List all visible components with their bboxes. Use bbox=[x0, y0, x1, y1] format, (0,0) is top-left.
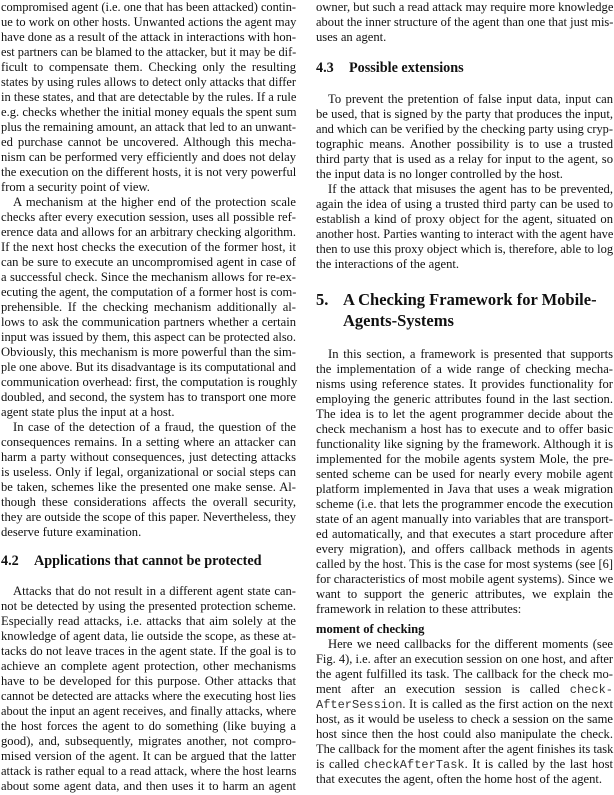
text-line: host, as it would be useless to check a session on the same bbox=[316, 712, 613, 726]
text-line: ficult to compensate them. Checking only the resulting bbox=[1, 60, 296, 74]
text-line: functionality like signing by the framework. Although it is bbox=[316, 437, 613, 451]
text-line: scheme (i.e. that lets the programmer encode the execution bbox=[316, 497, 613, 511]
text-line: establish a kind of proxy object for the agent, situated on bbox=[316, 212, 613, 226]
text-line: nism can be performed very efficiently and does not delay bbox=[1, 150, 296, 164]
text-line: A mechanism at the higher end of the protection scale bbox=[13, 195, 296, 209]
paragraph bbox=[1, 0, 296, 195]
text-line: every migration), and offers callback methods in agents bbox=[316, 542, 613, 556]
text-line: compromised agent (i.e. one that has been attacked) contin- bbox=[1, 0, 296, 14]
section-title: Possible extensions bbox=[349, 60, 464, 76]
text-line: Fig. 4), i.e. after an execution session on one host, and after bbox=[316, 652, 614, 666]
text-line: in these states, and that are detectable by the rules. If a rule bbox=[1, 90, 297, 104]
text-fragment: . It is called by the last host bbox=[464, 757, 614, 771]
text-line: state of an agent manually into variables that are transport- bbox=[316, 512, 613, 526]
text-line: In case of the detection of a fraud, the question of the bbox=[13, 420, 296, 434]
text-line: another host. Parties wanting to interact with the agent have bbox=[316, 227, 614, 241]
paragraph bbox=[316, 347, 613, 617]
text-line: the host forces the agent to do something (like buying a bbox=[1, 719, 296, 733]
right-column bbox=[316, 0, 613, 787]
section-heading-4-3 bbox=[316, 59, 613, 77]
spacer bbox=[316, 272, 613, 289]
text-line: e.g. checks whether the initial money equals the spent sum bbox=[1, 105, 297, 119]
text-line: achieve an complete agent protection, other mechanisms bbox=[1, 659, 296, 673]
code-identifier: check- bbox=[569, 683, 613, 697]
text-line: Here we need callbacks for the different moments (see bbox=[328, 637, 613, 651]
text-line: employing the generic attributes found in the last section. bbox=[316, 392, 613, 406]
text-line: ple one above. But its disadvantage is its computational and bbox=[1, 360, 296, 374]
text-line: about the inner structure of the agent than one that just mis- bbox=[316, 15, 614, 29]
text-line: harm a party without consequences, just detecting attacks bbox=[1, 450, 296, 464]
text-line: If the attack that misuses the agent has to be prevented, bbox=[328, 182, 613, 196]
text-line: platform implemented in Java that uses a weak migration bbox=[316, 482, 613, 496]
section-number: 5. bbox=[316, 290, 329, 309]
text-line: Especially read attacks, i.e. attacks that aim solely at the bbox=[1, 614, 296, 628]
text-line: the implementation of a wide range of checking mecha- bbox=[316, 362, 613, 376]
section-title: Applications that cannot be protected bbox=[34, 553, 262, 569]
text-line: plus the remaining amount, an attack that led to an unwant- bbox=[1, 120, 296, 134]
section-heading-4-2 bbox=[1, 552, 296, 570]
code-identifier: checkAfterTask bbox=[363, 758, 465, 772]
text-line: host since then the host could also manipulate the check. bbox=[316, 727, 613, 741]
text-line: ue to work on other hosts. Unwanted actions the agent may bbox=[1, 15, 297, 29]
text-line: want to support the generic attributes, we explain the bbox=[316, 587, 613, 601]
text-line: be taken, schemes like the presented one make sense. Al- bbox=[1, 480, 296, 494]
paragraph bbox=[316, 92, 613, 182]
text-line: The callback for the moment after the agent finishes its task bbox=[316, 742, 614, 756]
text-line: called by the host. This is the case for most systems (see [6] bbox=[316, 557, 613, 571]
section-heading-5-cont bbox=[316, 310, 613, 331]
text-line: ecuting the agent, the computation of a former host is com- bbox=[1, 285, 297, 299]
text-line: the agent fulfilled its task. The callback for the check mo- bbox=[316, 667, 613, 681]
text-fragment: ment after an execution session is called bbox=[316, 682, 560, 696]
text-line: attack is rather equal to a read attack, where the host learns bbox=[1, 764, 297, 778]
section-title-line1: A Checking Framework for Mobile- bbox=[343, 290, 597, 309]
text-line: the interactions of the agent. bbox=[316, 257, 460, 271]
paragraph bbox=[1, 584, 296, 794]
code-identifier: AfterSession bbox=[316, 698, 403, 712]
text-line: In this section, a framework is presented that supports bbox=[328, 347, 613, 361]
text-fragment: . It is called as the first action on the next bbox=[402, 697, 613, 711]
text-line: third party that is used as a relay for input to the agent, so bbox=[316, 152, 613, 166]
text-line: erence data and allows for an arbitrary checking algorithm. bbox=[1, 225, 296, 239]
text-line: good), and, subsequently, migrates another, not compro- bbox=[1, 734, 296, 748]
spacer bbox=[316, 45, 613, 59]
spacer bbox=[316, 77, 613, 92]
spacer bbox=[316, 331, 613, 347]
text-line: tographic means. Another possibility is to use a trusted bbox=[316, 137, 613, 151]
text-line bbox=[316, 697, 613, 712]
text-line: then to use this proxy object which is, therefore, able to log bbox=[316, 242, 614, 256]
text-line: have to be developed for this purpose. Other attacks that bbox=[1, 674, 296, 688]
text-line bbox=[316, 682, 613, 697]
text-line: nisms using reference states. It provides functionality for bbox=[316, 377, 613, 391]
text-line: If the next host checks the execution of the former host, it bbox=[1, 240, 296, 254]
text-line: tacks do not leave traces in the agent state. If the goal is to bbox=[1, 644, 296, 658]
text-line: prehensible. If the checking mechanism additionally al- bbox=[1, 300, 296, 314]
text-line: be used, that is signed by the party that produces the input, bbox=[316, 107, 613, 121]
text-line: and which can be verified by the checking party using cryp- bbox=[316, 122, 613, 136]
text-line: is useless. Only if legal, organizational or social steps can bbox=[1, 465, 296, 479]
text-line: a successful check. Since the mechanism allows for re-ex- bbox=[1, 270, 296, 284]
text-line: though these considerations affects the overall security, bbox=[1, 495, 296, 509]
text-line: about the input an agent receives, and finally attacks, where bbox=[1, 704, 297, 718]
text-line: that executes the agent, often the home host of the agent. bbox=[316, 772, 603, 786]
section-title-line2: Agents-Systems bbox=[343, 311, 454, 330]
text-line: The idea is to let the agent programmer decide about the bbox=[316, 407, 613, 421]
spacer bbox=[1, 570, 296, 584]
text-line: ed automatically, and that executes a start procedure after bbox=[316, 527, 613, 541]
text-line: lows to ask the communication partners whether a certain bbox=[1, 315, 296, 329]
paragraph bbox=[1, 195, 296, 420]
text-line: again the idea of using a trusted third party can be used to bbox=[316, 197, 613, 211]
text-line: mised version of the agent. It can be argued that the latter bbox=[1, 749, 296, 763]
text-line: doubled, and second, the system has to transport one more bbox=[1, 390, 296, 404]
text-line: the execution on the different hosts, it is not very powerful bbox=[1, 165, 297, 179]
text-line: To prevent the pretention of false input data, input can bbox=[328, 92, 613, 106]
text-line: communication overhead: first, the computation is roughly bbox=[1, 375, 298, 389]
text-line: uses an agent. bbox=[316, 30, 387, 44]
text-line: owner, but such a read attack may require more knowledge bbox=[316, 0, 614, 14]
text-line: framework in relation to these attributes: bbox=[316, 602, 522, 616]
text-line: check mechanism a host has to execute and to offer basic bbox=[316, 422, 613, 436]
subheading-moment-of-checking: moment of checking bbox=[316, 622, 425, 636]
text-line: have done as a result of the attack in interactions with hon- bbox=[1, 30, 297, 44]
text-line: agent state plus the input at a host. bbox=[1, 405, 175, 419]
section-number: 4.3 bbox=[316, 60, 334, 76]
text-line: knowledge of agent data, lie outside the scope, as these at- bbox=[1, 629, 296, 643]
paragraph bbox=[316, 0, 613, 45]
left-column bbox=[1, 0, 296, 794]
text-line: implemented for the mobile agents system Mole, the pre- bbox=[316, 452, 613, 466]
text-line: consequences remains. In a setting where an attacker can bbox=[1, 435, 296, 449]
text-line: input was issued by them, this aspect can be protected also. bbox=[1, 330, 296, 344]
text-line: for characteristics of most mobile agent systems). Since we bbox=[316, 572, 614, 586]
section-number: 4.2 bbox=[1, 553, 19, 569]
text-fragment: is called bbox=[316, 757, 364, 771]
text-line: can be sure to execute an uncompromised agent in case of bbox=[1, 255, 296, 269]
text-line bbox=[316, 757, 613, 772]
paragraph bbox=[1, 420, 296, 540]
text-line: not be detected by using the presented protection scheme. bbox=[1, 599, 296, 613]
paragraph bbox=[316, 182, 613, 272]
text-line: from a security point of view. bbox=[1, 180, 150, 194]
text-line: about some agent data, and then uses it to harm an agent bbox=[1, 779, 296, 793]
text-line: they are outside the scope of this paper. Nevertheless, they bbox=[1, 510, 296, 524]
text-line: deserve future examination. bbox=[1, 525, 142, 539]
section-heading-5 bbox=[316, 289, 613, 310]
paragraph-moment-of-checking bbox=[316, 637, 613, 787]
text-line: states by using rules allows to detect only attacks that differ bbox=[1, 75, 296, 89]
text-line: ed purchase cannot be uncovered. Although this mecha- bbox=[1, 135, 296, 149]
text-line: checks after every execution session, uses all possible ref- bbox=[1, 210, 296, 224]
text-line: Attacks that do not result in a different agent state can- bbox=[13, 584, 296, 598]
text-line: est partners can be blamed to the attacker, but it may be dif- bbox=[1, 45, 297, 59]
text-line: cannot be detected are attacks where the executing host lies bbox=[1, 689, 296, 703]
text-line: Obviously, this mechanism is more powerful than the sim- bbox=[1, 345, 296, 359]
text-line: sented scheme can be used for nearly every mobile agent bbox=[316, 467, 613, 481]
text-line: the input data is no longer controlled by the host. bbox=[316, 167, 563, 181]
